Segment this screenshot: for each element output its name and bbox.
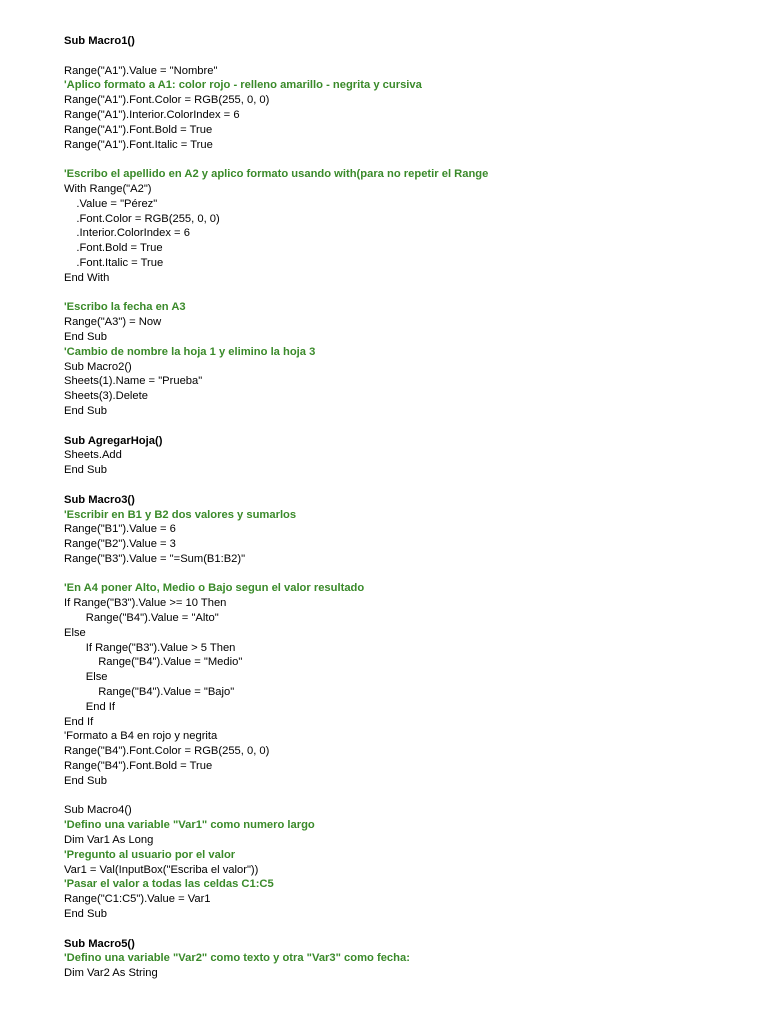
code-line: Range("B4").Value = "Medio" bbox=[64, 656, 243, 669]
blank-line bbox=[64, 789, 744, 804]
comment-line: 'Escribir en B1 y B2 dos valores y sumarlos bbox=[64, 508, 297, 521]
comment-line: 'Defino una variable "Var1" como numero largo bbox=[64, 819, 315, 832]
blank-line bbox=[64, 567, 744, 582]
code-line: Range("B4").Font.Color = RGB(255, 0, 0) bbox=[64, 745, 270, 758]
blank-line bbox=[64, 478, 744, 493]
code-line: Range("B1").Value = 6 bbox=[64, 523, 176, 536]
code-line: Range("A3") = Now bbox=[64, 316, 162, 329]
code-line: If Range("B3").Value >= 10 Then bbox=[64, 597, 227, 610]
code-line: Sub Macro2() bbox=[64, 360, 132, 373]
code-line: .Font.Bold = True bbox=[64, 242, 163, 255]
code-line: .Font.Color = RGB(255, 0, 0) bbox=[64, 212, 220, 225]
code-line: End Sub bbox=[64, 404, 107, 417]
sub-heading-line: Sub Macro1() bbox=[64, 35, 135, 47]
comment-line: 'Pregunto al usuario por el valor bbox=[64, 848, 236, 861]
code-line: Range("A1").Font.Italic = True bbox=[64, 138, 213, 151]
comment-line: 'Escribo el apellido en A2 y aplico formato usando with(para no repetir el Range bbox=[64, 168, 489, 181]
code-line: End Sub bbox=[64, 774, 107, 787]
code-line: End If bbox=[64, 700, 115, 713]
code-line: Var1 = Val(InputBox("Escriba el valor")) bbox=[64, 863, 259, 876]
code-line: 'Formato a B4 en rojo y negrita bbox=[64, 730, 218, 743]
code-line: End If bbox=[64, 715, 94, 728]
code-line: Range("B4").Value = "Alto" bbox=[64, 612, 219, 625]
code-line: Sheets(1).Name = "Prueba" bbox=[64, 375, 203, 388]
code-line: .Font.Italic = True bbox=[64, 256, 164, 269]
sub-heading-line: Sub Macro5() bbox=[64, 937, 135, 950]
code-line: Else bbox=[64, 626, 86, 639]
comment-line: 'Aplico formato a A1: color rojo - relleno amarillo - negrita y cursiva bbox=[64, 79, 422, 92]
blank-line bbox=[64, 286, 744, 301]
code-line: Range("B2").Value = 3 bbox=[64, 538, 176, 551]
comment-line: 'En A4 poner Alto, Medio o Bajo segun el valor resultado bbox=[64, 582, 365, 595]
sub-heading-line: Sub Macro3() bbox=[64, 493, 135, 506]
code-line: Range("A1").Font.Color = RGB(255, 0, 0) bbox=[64, 94, 270, 107]
sub-heading-line: Sub AgregarHoja() bbox=[64, 434, 163, 447]
blank-line bbox=[64, 922, 744, 937]
code-line: Dim Var2 As String bbox=[64, 967, 158, 980]
code-line: Range("B3").Value = "=Sum(B1:B2)" bbox=[64, 552, 246, 565]
code-line: Range("B4").Value = "Bajo" bbox=[64, 686, 235, 699]
comment-line: 'Defino una variable "Var2" como texto y otra "Var3" como fecha: bbox=[64, 952, 410, 965]
code-line: Else bbox=[64, 671, 108, 684]
code-line: Range("A1").Interior.ColorIndex = 6 bbox=[64, 108, 240, 121]
comment-line: 'Escribo la fecha en A3 bbox=[64, 301, 186, 314]
code-line: If Range("B3").Value > 5 Then bbox=[64, 641, 236, 654]
code-line: Range("A1").Font.Bold = True bbox=[64, 123, 213, 136]
blank-line bbox=[64, 152, 744, 167]
blank-line bbox=[64, 419, 744, 434]
code-line: End Sub bbox=[64, 908, 107, 921]
code-line: .Interior.ColorIndex = 6 bbox=[64, 227, 190, 240]
code-line: Range("A1").Value = "Nombre" bbox=[64, 64, 218, 77]
comment-line: 'Pasar el valor a todas las celdas C1:C5 bbox=[64, 878, 274, 891]
code-line: End With bbox=[64, 271, 110, 284]
code-line: End Sub bbox=[64, 464, 107, 477]
blank-line bbox=[64, 49, 744, 64]
code-line: Sheets(3).Delete bbox=[64, 390, 148, 403]
code-line: Dim Var1 As Long bbox=[64, 834, 154, 847]
code-line: .Value = "Pérez" bbox=[64, 197, 158, 210]
document-body bbox=[64, 34, 744, 981]
code-line: With Range("A2") bbox=[64, 182, 152, 195]
code-line: Sub Macro4() bbox=[64, 804, 132, 817]
comment-line: 'Cambio de nombre la hoja 1 y elimino la hoja 3 bbox=[64, 345, 316, 358]
code-line: Range("C1:C5").Value = Var1 bbox=[64, 893, 211, 906]
code-line: Sheets.Add bbox=[64, 449, 122, 462]
code-line: End Sub bbox=[64, 330, 107, 343]
code-line: Range("B4").Font.Bold = True bbox=[64, 760, 213, 773]
